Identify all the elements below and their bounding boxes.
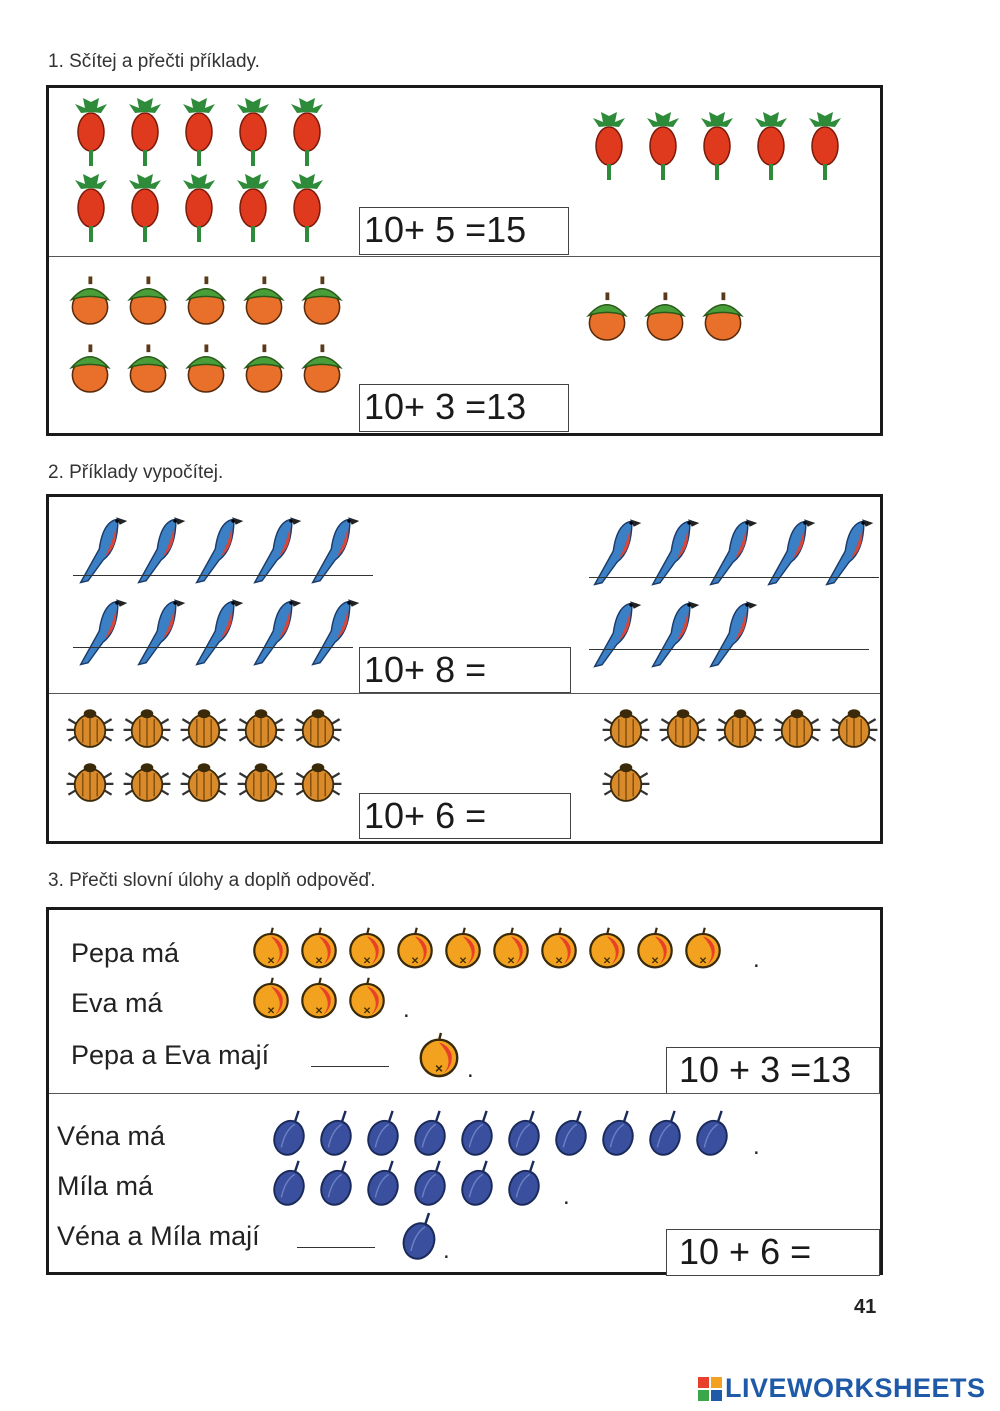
rosehip-icon <box>643 112 683 182</box>
rosehip-icon <box>287 98 327 168</box>
vena-plums <box>269 1109 760 1160</box>
beetle-icon <box>713 705 767 753</box>
beetle-icon <box>234 759 288 807</box>
acorn-icon <box>700 286 746 348</box>
rosehip-icon <box>805 112 845 182</box>
plum-icon <box>504 1159 544 1207</box>
acorn-icon <box>125 338 171 400</box>
plum-icon <box>504 1109 544 1157</box>
plum-icon <box>269 1159 309 1207</box>
exercise-2-box <box>46 494 883 844</box>
plum-icon <box>457 1159 497 1207</box>
logo-text: LIVEWORKSHEETS <box>725 1373 986 1403</box>
rosehip-icon <box>125 98 165 168</box>
rosehip-icon <box>751 112 791 182</box>
rosehip-group-left <box>71 98 346 244</box>
apple-icon <box>489 926 533 970</box>
mila-plum-group <box>269 1159 559 1207</box>
bird-icon <box>133 593 189 669</box>
apple-icon <box>345 976 389 1020</box>
plum-icon <box>316 1159 356 1207</box>
apple-icon <box>441 926 485 970</box>
total-apple <box>415 1030 474 1083</box>
wire-left-top <box>73 575 373 576</box>
acorn-icon <box>125 270 171 332</box>
pepa-apple-group <box>249 926 749 970</box>
exercise-1-row-rosehips <box>49 88 880 256</box>
beetle-icon <box>63 705 117 753</box>
plum-icon <box>269 1109 309 1157</box>
beetle-icon <box>120 705 174 753</box>
bird-icon <box>249 593 305 669</box>
eva-label: Eva má <box>71 988 163 1018</box>
bird-icon <box>705 595 761 671</box>
exercise-2-heading: 2. Příklady vypočítej. <box>48 462 224 483</box>
rosehip-icon <box>179 174 219 244</box>
eva-apples <box>249 976 410 1023</box>
rosehip-icon <box>71 174 111 244</box>
logo-icon <box>698 1377 722 1401</box>
answer-blank-apples[interactable] <box>311 1066 389 1067</box>
acorn-group-right <box>584 286 784 348</box>
bird-icon <box>191 593 247 669</box>
equation-box-acorns[interactable]: 10+ 3 =13 <box>359 384 569 432</box>
bird-group-left <box>75 511 375 669</box>
beetle-icon <box>770 705 824 753</box>
apple-icon <box>415 1030 463 1080</box>
bird-group-right <box>589 513 889 671</box>
bird-icon <box>589 595 645 671</box>
vena-plum-group <box>269 1109 749 1157</box>
equation-box-birds[interactable]: 10+ 8 = <box>359 647 571 693</box>
exercise-2-row-beetles <box>49 695 880 841</box>
wire-left-bottom <box>73 647 353 648</box>
eva-apple-group <box>249 976 399 1020</box>
wire-right-top <box>589 577 879 578</box>
beetle-icon <box>656 705 710 753</box>
acorn-icon <box>584 286 630 348</box>
pepa-label: Pepa má <box>71 938 180 968</box>
plum-icon <box>399 1211 439 1261</box>
acorn-icon <box>299 338 345 400</box>
apple-icon <box>249 976 293 1020</box>
exercise-1-heading: 1. Sčítej a přečti příklady. <box>48 51 260 72</box>
acorn-icon <box>183 270 229 332</box>
plum-icon <box>316 1109 356 1157</box>
acorn-group-left <box>67 270 357 400</box>
exercise-1-row-acorns <box>49 258 880 433</box>
rosehip-group-right <box>589 112 879 182</box>
rosehip-icon <box>233 174 273 244</box>
apple-icon <box>681 926 725 970</box>
exercise-1-box <box>46 85 883 436</box>
acorn-icon <box>642 286 688 348</box>
apple-icon <box>633 926 677 970</box>
period: . <box>467 1056 474 1083</box>
plum-icon <box>645 1109 685 1157</box>
apple-icon <box>393 926 437 970</box>
rosehip-icon <box>287 174 327 244</box>
vena-label: Véna má <box>57 1121 166 1151</box>
beetle-icon <box>599 705 653 753</box>
acorn-icon <box>299 270 345 332</box>
exercise-2-divider <box>49 693 880 694</box>
equation-box-plums[interactable]: 10 + 6 = <box>666 1229 880 1276</box>
rosehip-icon <box>125 174 165 244</box>
period: . <box>753 1133 760 1160</box>
bird-icon <box>75 593 131 669</box>
beetle-icon <box>177 705 231 753</box>
word-problem-apples <box>49 910 880 1094</box>
rosehip-icon <box>233 98 273 168</box>
acorn-icon <box>67 338 113 400</box>
exercise-3-divider <box>49 1093 880 1094</box>
plum-icon <box>410 1159 450 1207</box>
beetle-icon <box>63 759 117 807</box>
equation-box-beetles[interactable]: 10+ 6 = <box>359 793 571 839</box>
beetle-icon <box>291 705 345 753</box>
word-problem-plums <box>49 1095 880 1272</box>
exercise-2-row-birds <box>49 497 880 693</box>
equation-box-rosehips[interactable]: 10+ 5 =15 <box>359 207 569 255</box>
total-plum <box>399 1211 450 1264</box>
plum-icon <box>363 1109 403 1157</box>
rosehip-icon <box>71 98 111 168</box>
period: . <box>403 996 410 1023</box>
apple-icon <box>537 926 581 970</box>
plum-icon <box>598 1109 638 1157</box>
exercise-1-divider <box>49 256 880 257</box>
pepa-apples <box>249 926 760 973</box>
bird-icon <box>307 593 363 669</box>
exercise-3-heading: 3. Přečti slovní úlohy a doplň odpověď. <box>48 870 376 891</box>
plum-icon <box>457 1109 497 1157</box>
page-number: 41 <box>854 1296 877 1318</box>
plum-icon <box>410 1109 450 1157</box>
plum-icon <box>692 1109 732 1157</box>
period: . <box>563 1183 570 1210</box>
apple-icon <box>345 926 389 970</box>
beetle-group-left <box>63 705 353 807</box>
exercise-3-box <box>46 907 883 1275</box>
bird-icon <box>647 595 703 671</box>
mila-plums <box>269 1159 570 1210</box>
acorn-icon <box>241 270 287 332</box>
beetle-group-right <box>599 705 889 807</box>
apple-icon <box>297 926 341 970</box>
liveworksheets-logo <box>698 1373 986 1404</box>
beetle-icon <box>120 759 174 807</box>
beetle-icon <box>291 759 345 807</box>
beetle-icon <box>599 759 653 807</box>
acorn-icon <box>183 338 229 400</box>
rosehip-icon <box>589 112 629 182</box>
beetle-icon <box>177 759 231 807</box>
wire-right-bottom <box>589 649 869 650</box>
acorn-icon <box>241 338 287 400</box>
rosehip-icon <box>697 112 737 182</box>
pepa-eva-label: Pepa a Eva mají <box>71 1040 270 1070</box>
mila-label: Míla má <box>57 1171 154 1201</box>
apple-icon <box>585 926 629 970</box>
answer-blank-plums[interactable] <box>297 1247 375 1248</box>
beetle-icon <box>827 705 881 753</box>
apple-icon <box>249 926 293 970</box>
beetle-icon <box>234 705 288 753</box>
period: . <box>753 946 760 973</box>
vena-mila-label: Véna a Míla mají <box>57 1221 260 1251</box>
equation-box-apples[interactable]: 10 + 3 =13 <box>666 1047 880 1094</box>
acorn-icon <box>67 270 113 332</box>
plum-icon <box>363 1159 403 1207</box>
plum-icon <box>551 1109 591 1157</box>
rosehip-icon <box>179 98 219 168</box>
period: . <box>443 1237 450 1264</box>
apple-icon <box>297 976 341 1020</box>
